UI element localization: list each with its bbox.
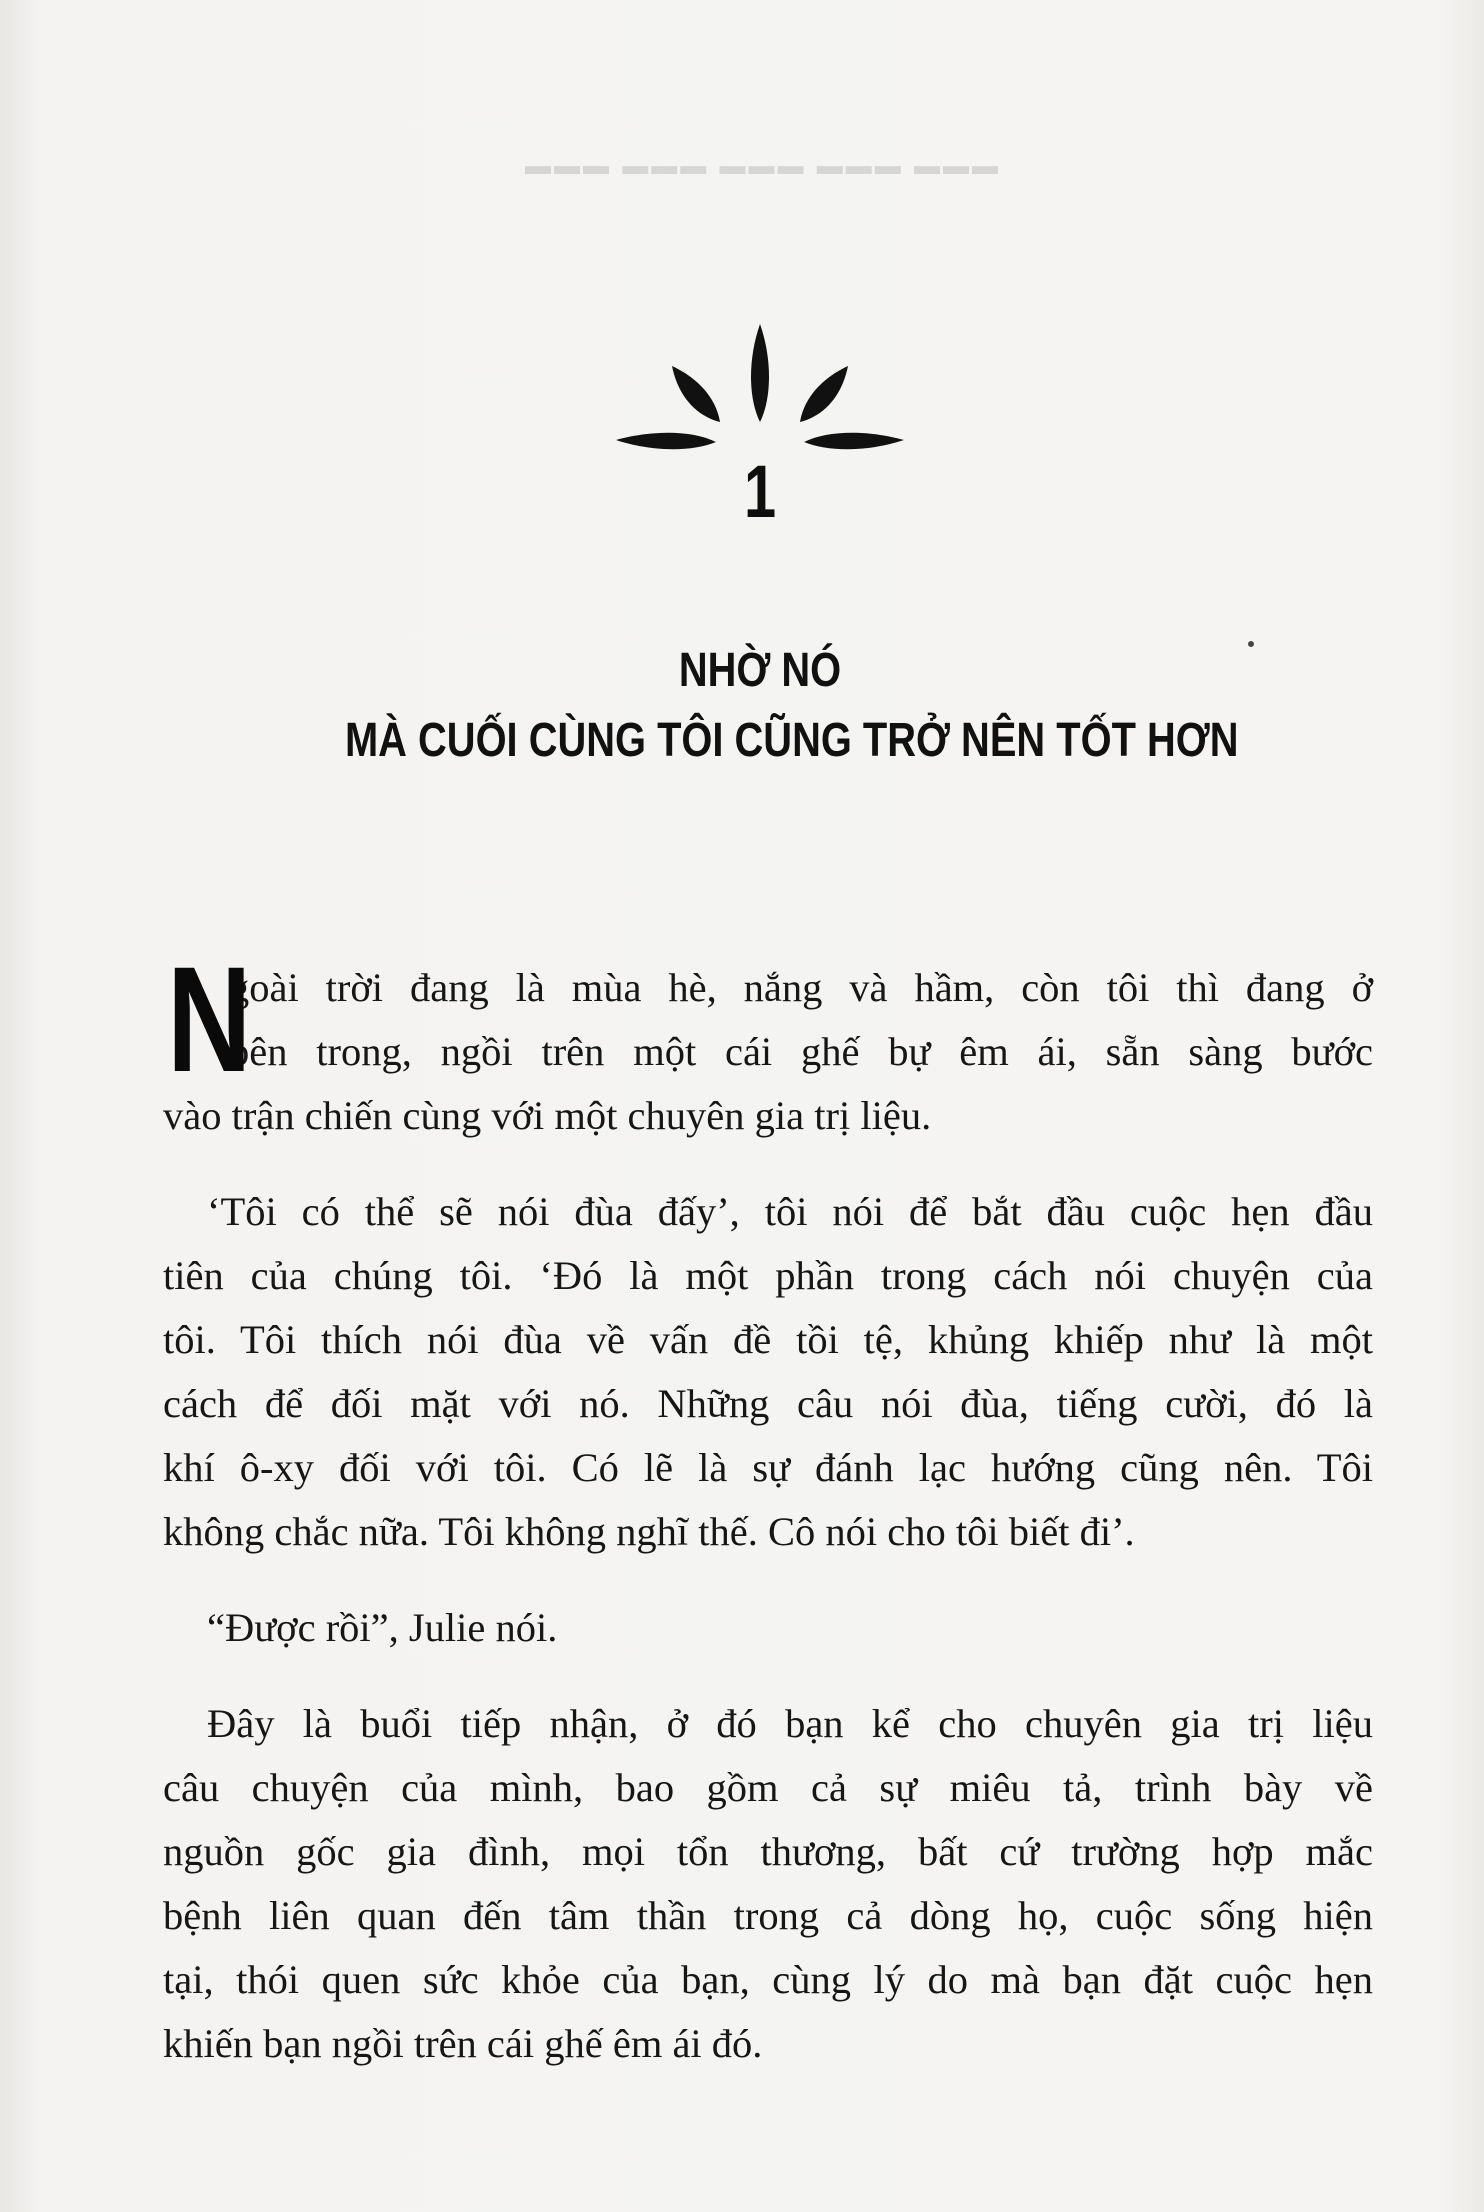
chapter-body [163,935,1373,2076]
paragraph-3-line-1: “Được rồi”, Julie nói. [207,1605,558,1650]
paragraph-1-line-3: vào trận chiến cùng với một chuyên gia trị liệu. [163,1093,932,1138]
ink-speck [1248,641,1254,647]
paragraph-4-line-1: Đây là buổi tiếp nhận, ở đó bạn kể cho chuyên gia trị liệu [207,1701,1373,1746]
paragraph-1 [163,935,1373,1148]
paragraph-3 [163,1596,1373,1660]
paragraph-4-line-3: nguồn gốc gia đình, mọi tổn thương, bất cứ trường hợp mắc [163,1829,1373,1874]
paragraph-2-line-2: tiên của chúng tôi. ‘Đó là một phần trong cách nói chuyện của [163,1253,1373,1298]
paragraph-2-line-3: tôi. Tôi thích nói đùa về vấn đề tồi tệ, khủng khiếp như là một [163,1317,1373,1362]
paragraph-2 [163,1180,1373,1564]
paragraph-4-line-2: câu chuyện của mình, bao gồm cả sự miêu tả, trình bày về [163,1765,1373,1810]
paragraph-4-line-4: bệnh liên quan đến tâm thần trong cả dòng họ, cuộc sống hiện [163,1893,1373,1938]
chapter-title [345,636,1239,776]
paragraph-2-line-6: không chắc nữa. Tôi không nghĩ thế. Cô nói cho tôi biết đi’. [163,1509,1135,1554]
drop-cap: N [167,935,252,1103]
paragraph-1-line-1: goài trời đang là mùa hè, nắng và hầm, còn tôi thì đang ở [229,965,1373,1010]
paragraph-4-line-6: khiến bạn ngồi trên cái ghế êm ái đó. [163,2021,763,2066]
chapter-number: 1 [743,450,777,533]
paragraph-2-line-1: ‘Tôi có thể sẽ nói đùa đấy’, tôi nói để bắt đầu cuộc hẹn đầu [207,1189,1373,1234]
show-through-header: ▬▬▬ ▬▬▬ ▬▬▬ ▬▬▬ ▬▬▬ [522,150,998,180]
paragraph-2-line-4: cách để đối mặt với nó. Những câu nói đùa, tiếng cười, đó là [163,1381,1373,1426]
paragraph-4-line-5: tại, thói quen sức khỏe của bạn, cùng lý do mà bạn đặt cuộc hẹn [163,1957,1373,2002]
chapter-title-line-1: NHỜ NÓ [678,644,842,697]
paragraph-2-line-5: khí ô-xy đối với tôi. Có lẽ là sự đánh lạc hướng cũng nên. Tôi [163,1445,1373,1490]
paragraph-1-line-2: bên trong, ngồi trên một cái ghế bự êm ái, sẵn sàng bước [229,1029,1373,1074]
paragraph-4 [163,1692,1373,2076]
chapter-title-line-2: MÀ CUỐI CÙNG TÔI CŨNG TRỞ NÊN TỐT HƠN [345,714,1239,767]
